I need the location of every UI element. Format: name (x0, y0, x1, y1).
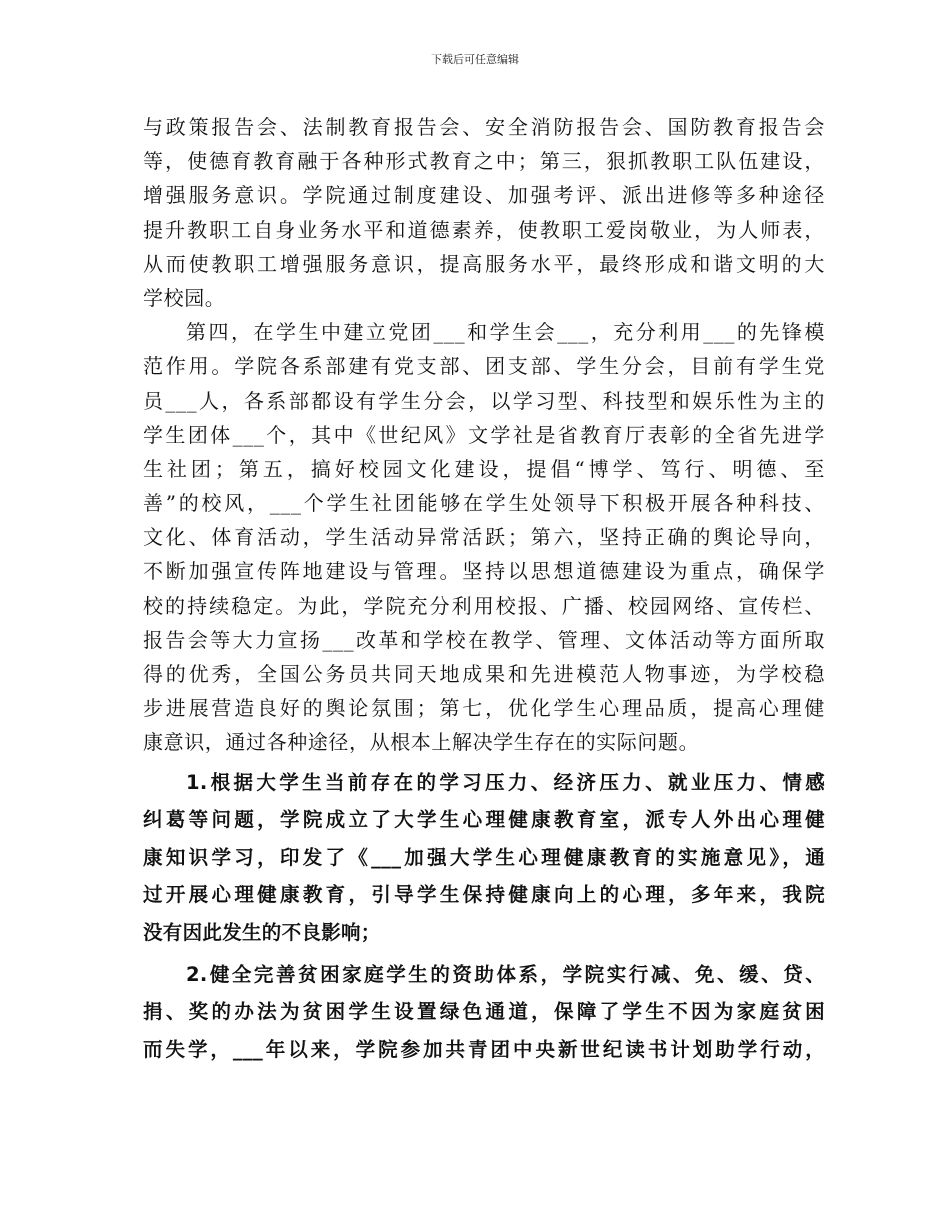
text-line: 员___人，各系部都设有学生分会，以学习型、科技型和娱乐性为主的 (143, 388, 825, 413)
text-line: 报告会等大力宣扬___改革和学校在教学、管理、文体活动等方面所取 (143, 627, 825, 652)
paragraph (143, 956, 825, 1069)
text-line: 纠葛等问题，学院成立了大学生心理健康教育室，派专人外出心理健 (143, 808, 825, 832)
text-line: 提升教职工自身业务水平和道德素养，使教职工爱岗敬业，为人师表， (143, 217, 825, 242)
page-header: 下载后可任意编辑 (431, 53, 519, 66)
text-line: 康知识学习，印发了《___加强大学生心理健康教育的实施意见》，通 (143, 845, 825, 869)
text-line: 步进展营造良好的舆论氛围；第七，优化学生心理品质，提高心理健 (143, 696, 825, 721)
text-line: 而失学，___年以来，学院参加共青团中央新世纪读书计划助学行动， (143, 1037, 825, 1061)
text-line: 从而使教职工增强服务意识，提高服务水平，最终形成和谐文明的大 (143, 251, 825, 276)
text-line: 等，使德育教育融于各种形式教育之中；第三，狠抓教职工队伍建设， (143, 149, 825, 174)
text-line: 康意识，通过各种途径，从根本上解决学生存在的实际问题。 (143, 730, 700, 755)
text-line: 得的优秀，全国公务员共同天地成果和先进模范人物事迹，为学校稳 (143, 662, 825, 686)
text-line: 增强服务意识。学院通过制度建设、加强考评、派出进修等多种途径 (143, 183, 825, 208)
paragraph (143, 764, 825, 952)
text-line: 不断加强宣传阵地建设与管理。坚持以思想道德建设为重点，确保学 (143, 559, 825, 584)
text-line: 与政策报告会、法制教育报告会、安全消防报告会、国防教育报告会 (143, 115, 825, 139)
text-line: 过开展心理健康教育，引导学生保持健康向上的心理，多年来，我院 (143, 883, 825, 907)
paragraph (143, 315, 825, 759)
text-line: 学校园。 (143, 285, 226, 310)
paragraph (143, 110, 825, 315)
text-line: 生社团；第五，搞好校园文化建设，提倡“博学、笃行、明德、至 (143, 456, 825, 481)
document-body (143, 110, 825, 1068)
text-line: 1.根据大学生当前存在的学习压力、经济压力、就业压力、情感 (186, 770, 825, 794)
text-line: 第四，在学生中建立党团___和学生会___，充分利用___的先锋模 (186, 320, 825, 345)
text-line: 2.健全完善贫困家庭学生的资助体系，学院实行减、免、缓、贷、 (186, 962, 825, 986)
text-line: 捐、奖的办法为贫困学生设置绿色通道，保障了学生不因为家庭贫困 (143, 1000, 825, 1024)
text-line: 学生团体___个，其中《世纪风》文学社是省教育厅表彰的全省先进学 (143, 422, 825, 447)
text-line: 范作用。学院各系部建有党支部、团支部、学生分会，目前有学生党 (143, 354, 825, 379)
text-line: 文化、体育活动，学生活动异常活跃；第六，坚持正确的舆论导向， (143, 525, 825, 550)
text-line: 善”的校风，___个学生社团能够在学生处领导下积极开展各种科技、 (143, 491, 825, 516)
text-line: 校的持续稳定。为此，学院充分利用校报、广播、校园网络、宣传栏、 (143, 593, 825, 618)
text-line: 没有因此发生的不良影响； (143, 920, 381, 944)
